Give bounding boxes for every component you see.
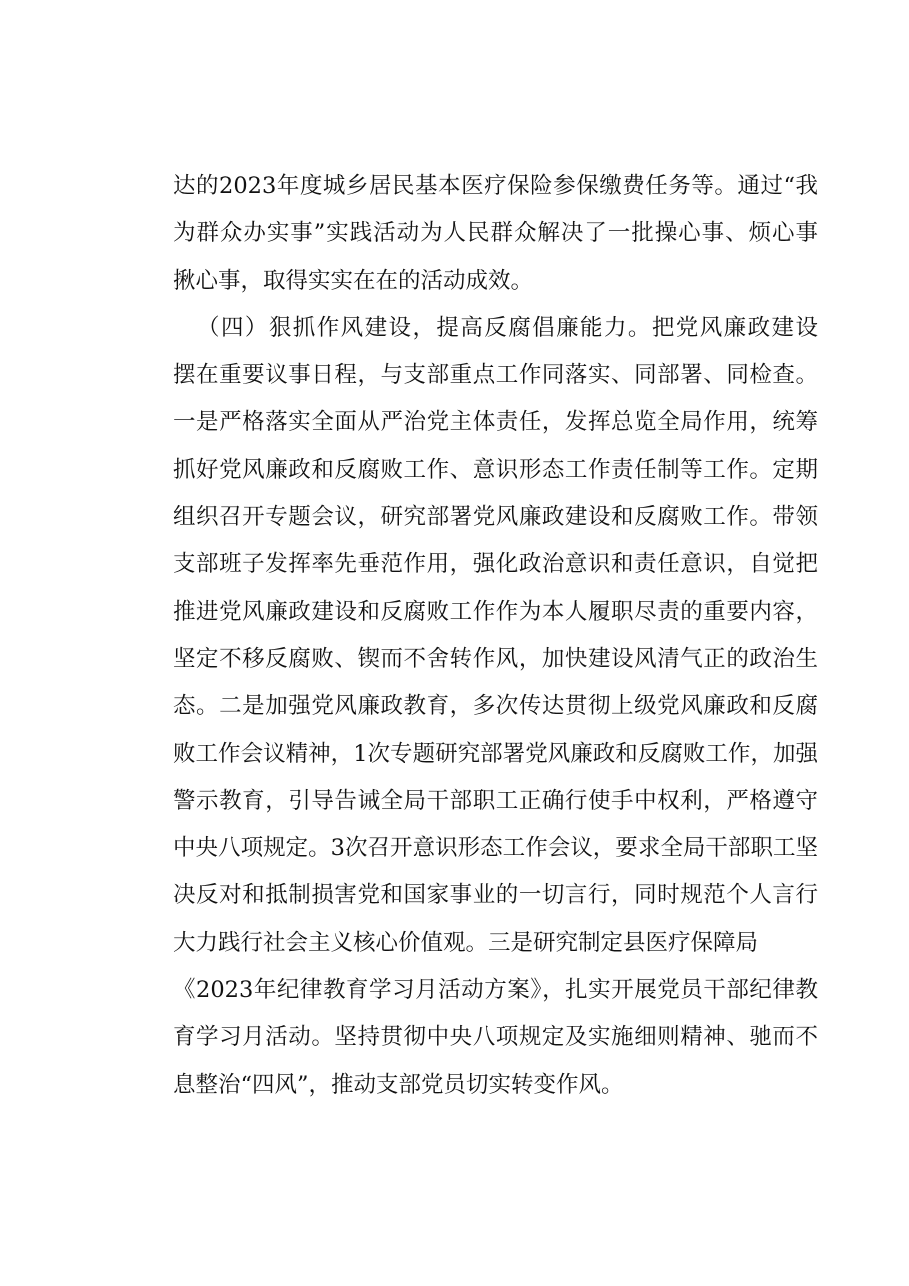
text-line: 组织召开专题会议，研究部署党风廉政建设和反腐败工作。带领: [173, 504, 818, 531]
text-line: 坚定不移反腐败、锲而不舍转作风，加快建设风清气正的政治生: [173, 645, 818, 672]
text-line: 揪心事，取得实实在在的活动成效。: [173, 267, 534, 294]
text-line: 警示教育，引导告诫全局干部职工正确行使手中权利，严格遵守: [173, 787, 818, 814]
text-line: 中央八项规定。3次召开意识形态工作会议，要求全局干部职工坚: [173, 835, 818, 862]
text-line: 《2023年纪律教育学习月活动方案》，扎实开展党员干部纪律教: [173, 977, 818, 1004]
text-line: 决反对和抵制损害党和国家事业的一切言行，同时规范个人言行: [173, 882, 818, 909]
text-line: 息整治“四风”，推动支部党员切实转变作风。: [173, 1071, 624, 1098]
text-line: 抓好党风廉政和反腐败工作、意识形态工作责任制等工作。定期: [173, 456, 818, 483]
document-body: [173, 163, 818, 1109]
text-line: 支部班子发挥率先垂范作用，强化政治意识和责任意识，自觉把: [173, 551, 818, 578]
text-line: 态。二是加强党风廉政教育，多次传达贯彻上级党风廉政和反腐: [173, 693, 818, 720]
text-line: 育学习月活动。坚持贯彻中央八项规定及实施细则精神、驰而不: [173, 1024, 818, 1051]
text-line: 为群众办实事”实践活动为人民群众解决了一批操心事、烦心事: [173, 220, 818, 247]
text-line: 摆在重要议事日程，与支部重点工作同落实、同部署、同检查。: [173, 362, 818, 389]
text-line: 达的2023年度城乡居民基本医疗保险参保缴费任务等。通过“我: [173, 173, 818, 199]
section-heading-line: （四）狠抓作风建设，提高反腐倡廉能力。把党风廉政建设: [197, 314, 818, 341]
text-line: 大力践行社会主义核心价值观。三是研究制定县医疗保障局: [173, 929, 759, 956]
text-line: 一是严格落实全面从严治党主体责任，发挥总览全局作用，统筹: [173, 409, 818, 436]
text-line: 推进党风廉政建设和反腐败工作作为本人履职尽责的重要内容，: [173, 598, 818, 625]
text-line: 败工作会议精神，1次专题研究部署党风廉政和反腐败工作，加强: [173, 740, 818, 767]
